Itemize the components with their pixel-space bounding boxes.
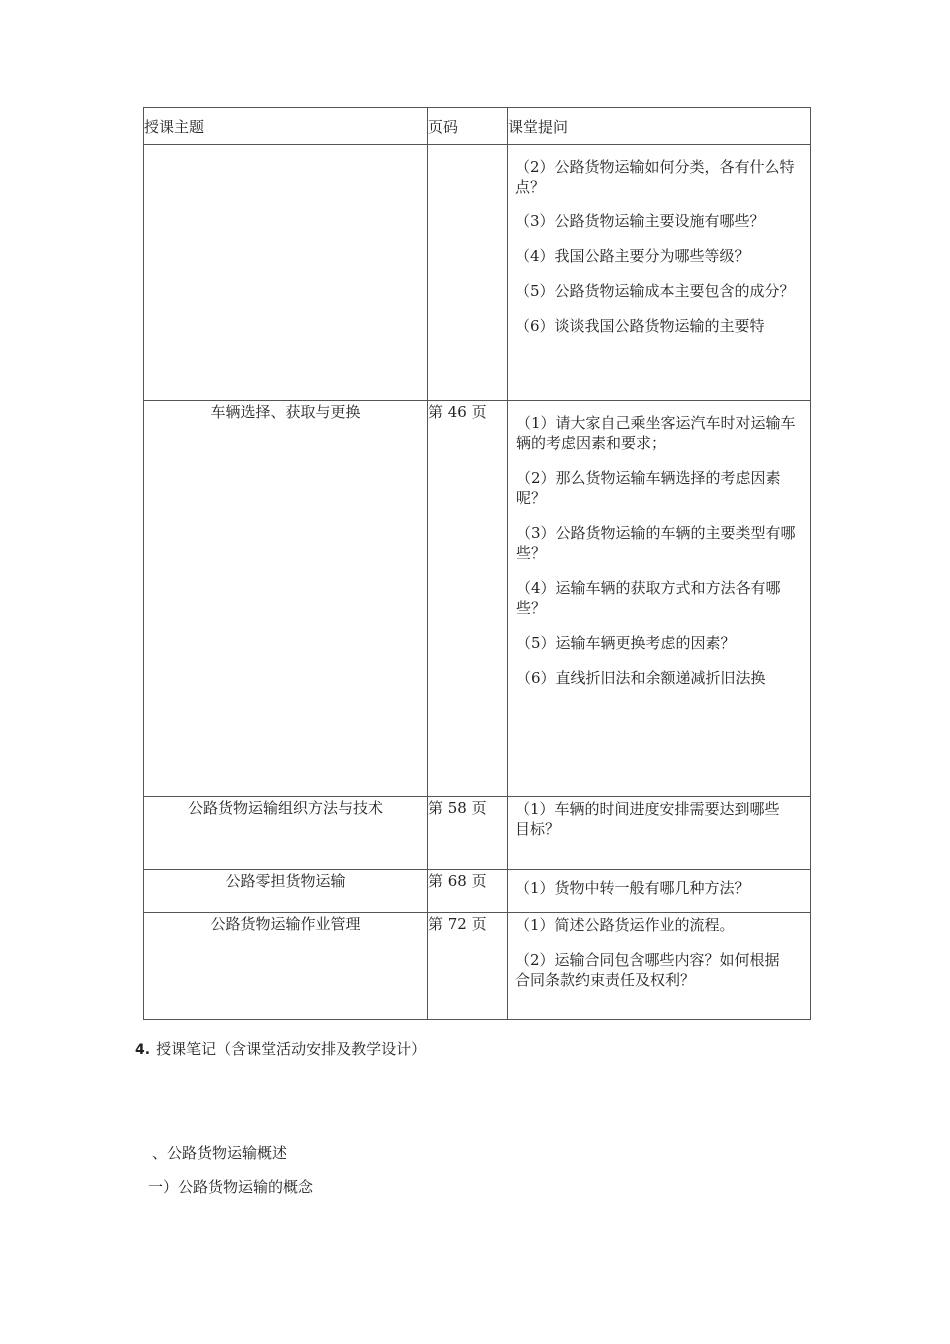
page-cell — [428, 145, 508, 401]
questions-cell — [508, 401, 811, 797]
table-row — [144, 913, 811, 1020]
notes-title: 授课笔记（含课堂活动安排及教学设计） — [156, 1040, 427, 1058]
notes-heading — [135, 1038, 426, 1059]
table-row — [144, 797, 811, 870]
question-item: （1）请大家自己乘坐客运汽车时对运输车辆的考虑因素和要求； — [516, 414, 796, 452]
questions-cell — [508, 797, 811, 870]
notes-number: 4. — [135, 1042, 151, 1058]
questions-cell — [508, 913, 811, 1020]
question-item: （3）公路货物运输的车辆的主要类型有哪 些？ — [516, 524, 796, 562]
question-item: （5）运输车辆更换考虑的因素？ — [516, 634, 736, 652]
question-item: （1）简述公路货运作业的流程。 — [515, 916, 735, 934]
subsection-heading: 一）公路货物运输的概念 — [148, 1178, 314, 1196]
table-row — [144, 145, 811, 401]
header-page: 页码 — [428, 108, 508, 145]
questions-cell — [508, 145, 811, 401]
topic-cell: 公路货物运输组织方法与技术 — [144, 797, 428, 870]
section-heading: 、公路货物运输概述 — [152, 1144, 288, 1162]
question-item: （6）谈谈我国公路货物运输的主要特 — [515, 317, 765, 335]
question-item: （4）我国公路主要分为哪些等级？ — [515, 247, 750, 265]
page-cell: 第 68 页 — [428, 870, 508, 913]
question-item: （1）货物中转一般有哪几种方法？ — [515, 879, 750, 897]
question-item: （3）公路货物运输主要设施有哪些？ — [515, 212, 765, 230]
header-topic: 授课主题 — [144, 108, 428, 145]
header-questions: 课堂提问 — [508, 108, 811, 145]
question-item: （2）公路货物运输如何分类，各有什么特点？ — [515, 158, 795, 196]
question-item: （4）运输车辆的获取方式和方法各有哪 些？ — [516, 579, 781, 617]
question-item: （2）那么货物运输车辆选择的考虑因素呢？ — [516, 469, 781, 507]
topic-cell — [144, 145, 428, 401]
topic-cell: 车辆选择、获取与更换 — [144, 401, 428, 797]
questions-cell — [508, 870, 811, 913]
page-cell: 第 72 页 — [428, 913, 508, 1020]
topic-cell: 公路货物运输作业管理 — [144, 913, 428, 1020]
topic-cell: 公路零担货物运输 — [144, 870, 428, 913]
table-row — [144, 870, 811, 913]
page-cell: 第 58 页 — [428, 797, 508, 870]
page-cell: 第 46 页 — [428, 401, 508, 797]
lesson-table — [143, 107, 811, 1020]
table-header-row — [144, 108, 811, 145]
question-item: （5）公路货物运输成本主要包含的成分？ — [515, 282, 795, 300]
question-item: （1）车辆的时间进度安排需要达到哪些 目标？ — [515, 800, 780, 838]
table-row — [144, 401, 811, 797]
question-item: （2）运输合同包含哪些内容？如何根据 合同条款约束责任及权利？ — [515, 951, 780, 989]
question-item: （6）直线折旧法和余额递减折旧法换 — [516, 669, 766, 687]
